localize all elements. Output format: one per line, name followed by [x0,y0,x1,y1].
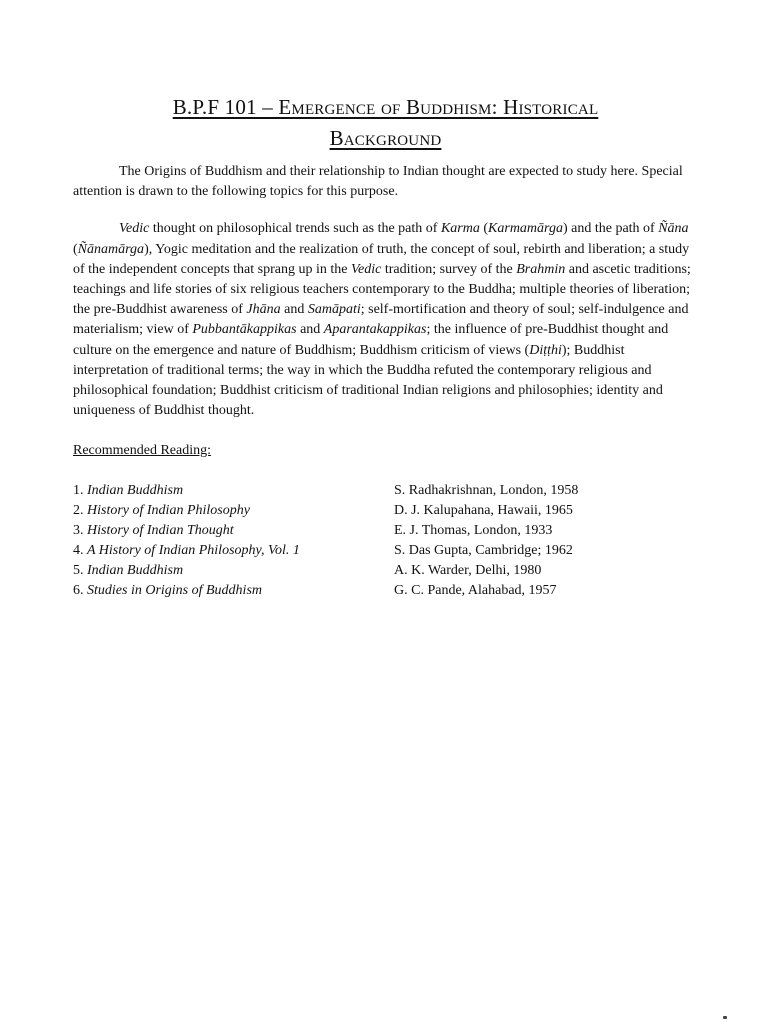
title-line-2: Background [329,126,442,150]
reading-list [73,481,698,601]
body-text-segment: ( [73,241,78,257]
italic-term: Karma [440,221,480,237]
reading-source: A. K. Warder, Delhi, 1980 [394,563,542,579]
body-text-segment: thought on philosophical trends such as the path of [149,221,441,237]
reading-source: S. Radhakrishnan, London, 1958 [394,483,579,499]
body-text-segment: ( [479,221,489,237]
italic-term: Aparantakappikas [323,322,427,338]
intro-paragraph: The Origins of Buddhism and their relationship to Indian thought are expected to study here. Special attention is drawn to the following topics for this purpose. [73,164,683,200]
reading-item [73,541,698,561]
reading-item [73,521,698,541]
reading-item [73,561,698,581]
reading-item [73,501,698,521]
body-text-segment: and [280,302,308,318]
italic-term: Ñānamārga [77,241,145,257]
reading-number: 5. [73,563,87,579]
reading-title-cell [73,541,394,561]
reading-number: 6. [73,583,87,599]
italic-term: Diṭṭhi [529,342,562,358]
italic-term: Jhāna [246,302,281,318]
italic-term: Vedic [119,221,150,237]
italic-term: Karmamārga [488,221,563,237]
page-title [73,92,698,154]
reading-source: G. C. Pande, Alahabad, 1957 [394,583,557,599]
reading-number: 4. [73,543,87,559]
reading-title: Indian Buddhism [87,483,184,499]
reading-title: Indian Buddhism [87,563,184,579]
italic-term: Samāpati [307,302,361,318]
reading-title-cell [73,481,394,501]
reading-item [73,481,698,501]
reading-title-cell [73,501,394,521]
reading-title-cell [73,561,394,581]
reading-title: Studies in Origins of Buddhism [87,583,263,599]
reading-title: History of Indian Philosophy [87,503,250,519]
reading-number: 3. [73,523,87,539]
italic-term: Vedic [350,261,382,277]
reading-source: D. J. Kalupahana, Hawaii, 1965 [394,503,573,519]
title-line-1: B.P.F 101 – Emergence of Buddhism: Historical [172,95,599,119]
italic-term: Pubbantākappikas [192,322,297,338]
page-corner-mark [723,1016,727,1019]
reading-item [73,581,698,601]
reading-title: History of Indian Thought [87,523,234,539]
body-text-segment: and ascetic traditions; teachings and life stories of six religious teachers contemporary to the Buddha; multiple theories of liberation; the pre-Buddhist awareness of [73,261,691,318]
body-text-segment: and [296,322,324,338]
body-text-segment: ) and the path of [562,221,659,237]
body-paragraph [73,219,698,421]
document-page [73,92,698,617]
reading-title-cell [73,581,394,601]
reading-heading: Recommended Reading: [73,443,212,459]
body-text-segment: ); Buddhist interpretation of traditional terms; the way in which the Buddha refuted the contemporary religious and philosophical foundation; Buddhist criticism of traditional Indian religions and philosophies; identity and uniqueness of Buddhist thought. [73,342,663,419]
italic-term: Ñāna [658,221,689,237]
reading-title: A History of Indian Philosophy, Vol. 1 [87,543,300,559]
body-text-segment: ; the influence of pre-Buddhist thought and culture on the emergence and nature of Buddhism; Buddhism criticism of views ( [73,322,669,358]
body-text-segment: tradition; survey of the [381,261,517,277]
reading-title-cell [73,521,394,541]
reading-number: 2. [73,503,87,519]
body-text-segment: ), Yogic meditation and the realization of truth, the concept of soul, rebirth and liberation; a study of the independent concepts that sprang up in the [73,241,690,277]
body-text-segment: ; self-mortification and theory of soul; self-indulgence and materialism; view of [73,302,689,338]
reading-source: E. J. Thomas, London, 1933 [394,523,553,539]
reading-number: 1. [73,483,87,499]
reading-source: S. Das Gupta, Cambridge; 1962 [394,543,573,559]
italic-term: Brahmin [516,261,566,277]
